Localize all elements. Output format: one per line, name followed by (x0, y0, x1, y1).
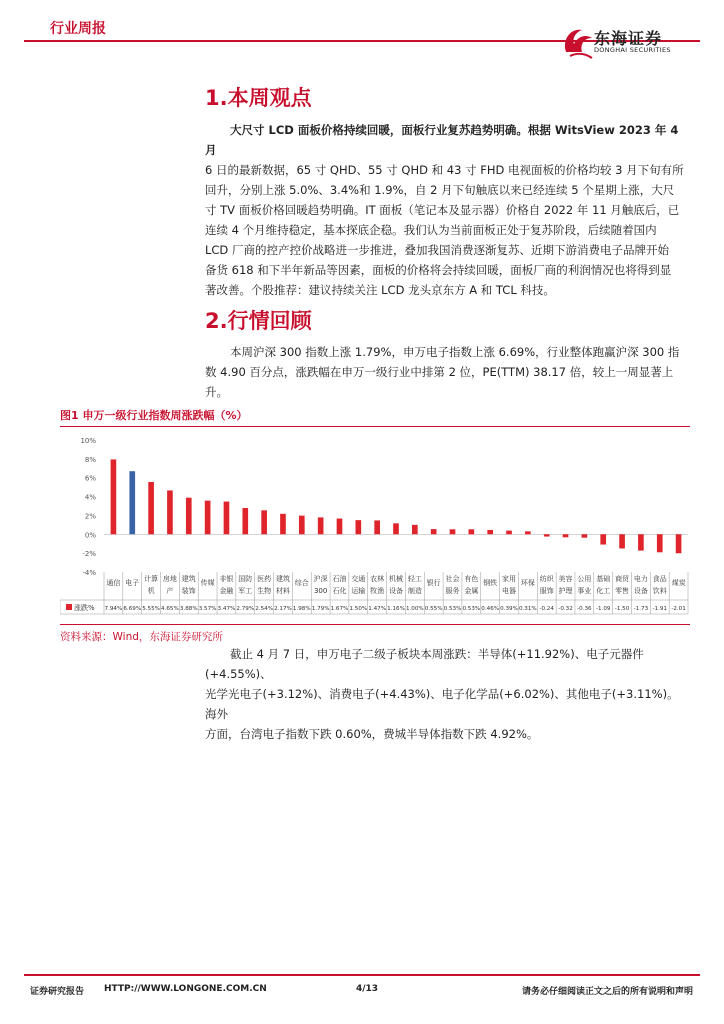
value-label: -2.01 (671, 606, 686, 612)
bar (186, 498, 192, 535)
category-label: 医药 (257, 575, 272, 583)
category-label: 家用 (502, 575, 517, 583)
category-label: 煤炭 (671, 579, 686, 587)
value-label: 1.67% (330, 606, 349, 612)
bar (167, 490, 173, 534)
section-sub-sector-paragraph (205, 644, 688, 744)
paragraph-line: 截止 4 月 7 日，申万电子二级子板块本周涨跌：半导体(+11.92%)、电子元器件(+4.55%)、 (205, 647, 644, 681)
category-label: 设备 (633, 587, 648, 595)
bar (469, 529, 475, 534)
category-label: 服饰 (539, 587, 554, 595)
category-label: 美容 (558, 575, 573, 583)
value-label: 1.16% (387, 606, 405, 612)
value-label: 6.69% (123, 606, 142, 612)
value-label: 2.17% (274, 606, 292, 612)
paragraph-line: 连续 4 个月维持稳定，基本探底企稳。我们认为当前面板正处于复苏阶段，后续随着国内 (205, 223, 657, 237)
footer-website-link[interactable]: HTTP://WWW.LONGONE.COM.CN (104, 984, 267, 994)
category-label: 沪深 (313, 575, 328, 583)
category-label: 交通 (351, 575, 366, 583)
bar (525, 531, 531, 534)
category-label: 生物 (257, 587, 272, 595)
paragraph-line: 备货 618 和下半年新品等因素，面板的价格将会持续回暖，面板厂商的利润情况也将得到显 (205, 263, 672, 277)
category-label: 计算 (144, 575, 159, 583)
category-label: 服务 (445, 587, 460, 595)
category-label: 装饰 (181, 587, 196, 595)
category-label: 轻工 (407, 575, 422, 583)
bar (506, 531, 512, 535)
paragraph-line: 光学光电子(+3.12%)、消费电子(+4.43%)、电子化学品(+6.02%)、其他电子(+3.11%)。海外 (205, 687, 679, 721)
value-label: -0.32 (558, 606, 573, 612)
value-label: -1.50 (614, 606, 630, 612)
y-tick-label: -4% (82, 569, 96, 577)
category-label: 电器 (502, 587, 517, 595)
paragraph-line: 寸 TV 面板价格回暖趋势明确。IT 面板（笔记本及显示器）价格自 2022 年 11 月触底后，已 (205, 203, 680, 217)
value-label: -1.09 (595, 606, 611, 612)
value-label: -0.24 (539, 606, 554, 612)
paragraph-line: 升。 (205, 385, 228, 399)
category-label: 国防 (238, 575, 253, 583)
value-label: 2.79% (236, 606, 255, 612)
industry-weekly-change-chart (60, 430, 690, 620)
category-label: 石化 (332, 587, 347, 595)
value-label: 1.98% (292, 606, 311, 612)
value-label: -1.91 (652, 606, 667, 612)
category-label: 建筑 (181, 575, 196, 583)
category-label: 有色 (464, 575, 479, 583)
section-views-paragraph (205, 120, 688, 300)
category-label: 传媒 (200, 579, 215, 587)
value-label: 3.88% (179, 606, 198, 612)
bar (431, 529, 437, 534)
logo-chinese-name: 东海证券 (594, 29, 663, 48)
footer-divider (24, 974, 700, 976)
category-label: 金属 (464, 587, 479, 595)
category-label: 材料 (275, 587, 290, 595)
bar (299, 516, 305, 535)
category-label: 石油 (332, 575, 347, 583)
figure-bottom-rule (60, 624, 690, 625)
paragraph-line: LCD 厂商的控产控价战略进一步推进，叠加我国消费逐渐复苏、近期下游消费电子品牌开始 (205, 243, 669, 257)
bar (582, 534, 588, 537)
bar (657, 534, 663, 552)
paragraph-line: 大尺寸 LCD 面板价格持续回暖，面板行业复苏趋势明确。根据 WitsView 2023 年 4 月 (205, 123, 679, 157)
paragraph-line: 本周沪深 300 指数上涨 1.79%，申万电子指数上涨 6.69%，行业整体跑赢沪深 300 指 (230, 345, 680, 359)
legend-label: 涨跌% (74, 604, 95, 612)
paragraph-line: 著改善。个股推荐：建议持续关注 LCD 龙头京东方 A 和 TCL 科技。 (205, 283, 555, 297)
category-label: 金融 (219, 587, 234, 595)
value-label: 7.94% (104, 606, 123, 612)
category-label: 纺织 (539, 575, 554, 583)
category-label: 机 (147, 587, 155, 595)
category-label: 基础 (596, 575, 611, 583)
bar (393, 523, 399, 534)
category-label: 社会 (445, 575, 460, 583)
bar (224, 502, 230, 535)
figure-source: 资料来源：Wind，东海证券研究所 (60, 631, 223, 643)
category-label: 钢铁 (483, 579, 498, 587)
bar (337, 519, 343, 535)
value-label: 1.00% (405, 606, 424, 612)
bar (261, 510, 267, 534)
category-label: 运输 (351, 587, 366, 595)
footer-disclaimer: 请务必仔细阅读正文之后的所有说明和声明 (522, 987, 694, 997)
bar (600, 534, 606, 544)
category-label: 环保 (520, 579, 535, 587)
value-label: 0.55% (424, 606, 443, 612)
bar (487, 530, 493, 534)
value-label: 4.65% (161, 606, 179, 612)
bar (638, 534, 644, 550)
category-label: 农林 (370, 575, 385, 583)
value-label: 1.79% (311, 606, 330, 612)
bar (148, 482, 154, 534)
bar (374, 520, 380, 534)
category-label: 房地 (162, 575, 177, 583)
value-label: 0.31% (518, 606, 537, 612)
figure-title: 图1 申万一级行业指数周涨跌幅（%） (60, 409, 248, 422)
y-tick-label: 2% (84, 512, 96, 521)
paragraph-line: 数 4.90 百分点，涨跌幅在申万一级行业中排第 2 位，PE(TTM) 38.17 倍，较上一周显著上 (205, 365, 674, 379)
category-label: 综合 (294, 579, 309, 587)
category-label: 化工 (596, 587, 611, 595)
value-label: 5.55% (142, 606, 160, 612)
category-label: 公用 (577, 575, 592, 583)
category-label: 300 (313, 587, 328, 595)
y-tick-label: 6% (84, 474, 96, 483)
y-tick-label: 8% (84, 455, 96, 464)
category-label: 非银 (219, 575, 234, 583)
value-label: 3.47% (217, 606, 236, 612)
category-label: 建筑 (275, 575, 290, 583)
value-label: 0.53% (462, 606, 481, 612)
bar (280, 514, 286, 534)
section-market-paragraph (205, 342, 688, 402)
value-label: 0.39% (500, 606, 518, 612)
bar (111, 459, 117, 534)
footer-page-number: 4/13 (356, 984, 379, 994)
value-label: 1.47% (368, 606, 387, 612)
value-label: 2.54% (255, 606, 274, 612)
bar (129, 471, 135, 534)
figure-top-rule (60, 426, 690, 427)
category-label: 电子 (125, 579, 140, 587)
bar (318, 517, 324, 534)
y-tick-label: 0% (84, 531, 96, 540)
value-label: -1.73 (633, 606, 649, 612)
bar (412, 525, 418, 534)
bar (619, 534, 625, 548)
bar (242, 508, 248, 534)
y-tick-label: 10% (80, 437, 96, 445)
category-label: 军工 (238, 587, 253, 595)
value-label: 0.46% (481, 606, 500, 612)
paragraph-line: 回升，分别上涨 5.0%、3.4%和 1.9%，自 2 月下旬触底以来已经连续 5 个星期上涨，大尺 (205, 183, 675, 197)
section-heading-market-review: 2.行情回顾 (205, 309, 312, 333)
footer-report-type: 证券研究报告 (30, 987, 85, 997)
category-label: 产 (166, 587, 174, 595)
category-label: 设备 (389, 587, 403, 595)
category-label: 食品 (652, 575, 667, 583)
category-label: 零售 (615, 587, 630, 595)
category-label: 制造 (407, 587, 422, 595)
y-tick-label: -2% (82, 550, 96, 559)
report-type-label: 行业周报 (50, 21, 106, 37)
bar (676, 534, 682, 553)
bar (563, 534, 569, 537)
category-label: 商贸 (615, 575, 630, 583)
category-label: 饮料 (652, 587, 667, 595)
section-heading-views: 1.本周观点 (205, 86, 312, 110)
category-label: 通信 (106, 579, 121, 587)
paragraph-line: 6 日的最新数据，65 寸 QHD、55 寸 QHD 和 43 寸 FHD 电视面板的价格均较 3 月下旬有所 (205, 163, 684, 177)
bar (450, 529, 456, 534)
bar (544, 534, 550, 536)
value-label: -0.36 (577, 606, 592, 612)
value-label: 3.57% (198, 606, 217, 612)
logo-english-name: DONGHAI SECURITIES (594, 46, 671, 54)
value-label: 1.50% (349, 606, 368, 612)
category-label: 牧渔 (370, 587, 385, 595)
legend-swatch (66, 604, 72, 610)
bar (205, 501, 211, 535)
category-label: 银行 (426, 579, 441, 587)
category-label: 护理 (558, 587, 573, 595)
category-label: 电力 (633, 575, 648, 583)
bar (355, 520, 361, 534)
value-label: 0.53% (443, 606, 462, 612)
y-tick-label: 4% (84, 493, 96, 502)
category-label: 事业 (577, 587, 592, 595)
paragraph-line: 方面，台湾电子指数下跌 0.60%，费城半导体指数下跌 4.92%。 (205, 727, 539, 741)
category-label: 机械 (389, 575, 403, 583)
